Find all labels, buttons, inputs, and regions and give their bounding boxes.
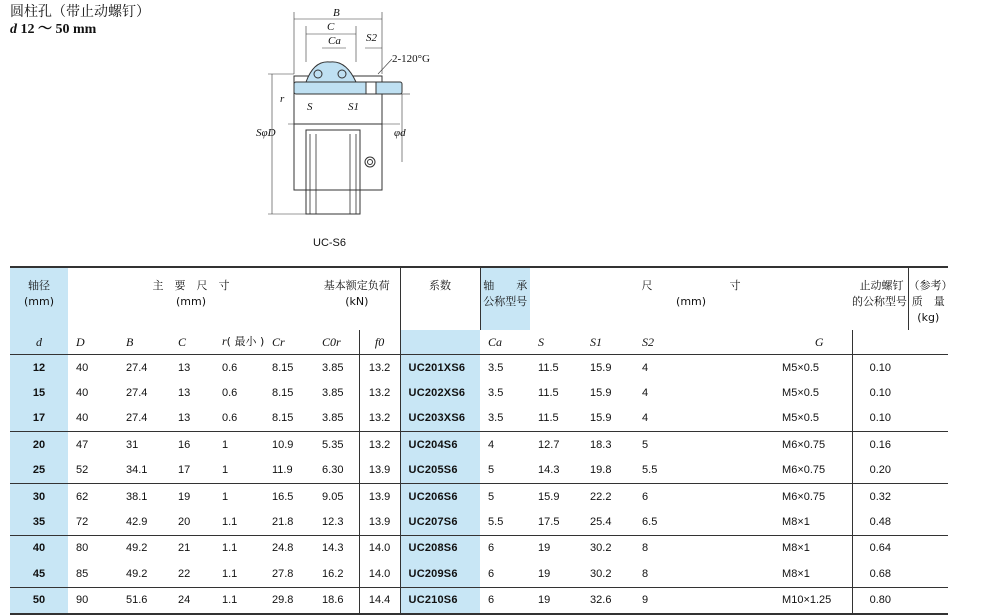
cell-dim-S: 11.5 bbox=[538, 412, 559, 425]
cell-width-B: 27.4 bbox=[126, 361, 148, 374]
table-row bbox=[10, 483, 948, 509]
table-row bbox=[10, 432, 948, 458]
cell-load-Cr: 11.9 bbox=[272, 464, 293, 477]
cell-width-C: 13 bbox=[178, 361, 191, 374]
cell-dim-S2: 4 bbox=[642, 361, 649, 374]
cell-dim-Ca: 3.5 bbox=[488, 361, 504, 374]
cell-dim-S1: 15.9 bbox=[590, 412, 612, 425]
sym-Ca: Ca bbox=[488, 334, 503, 349]
cell-dim-S: 12.7 bbox=[538, 438, 560, 451]
cell-radius-r: 1 bbox=[222, 464, 229, 477]
cell-dim-S1: 30.2 bbox=[590, 542, 612, 555]
sym-B: B bbox=[126, 334, 134, 349]
sym-D: D bbox=[76, 334, 85, 349]
table-row bbox=[10, 535, 948, 561]
cell-load-Cr: 8.15 bbox=[272, 361, 294, 374]
header-bore: 轴径 (mm) bbox=[10, 267, 68, 330]
cell-dim-S: 11.5 bbox=[538, 387, 559, 400]
cell-dim-S2: 5.5 bbox=[642, 464, 658, 477]
label-C: C bbox=[327, 21, 335, 33]
cell-dim-Ca: 4 bbox=[488, 438, 495, 451]
table-row bbox=[10, 458, 948, 484]
cell-bearing-model: UC207S6 bbox=[400, 509, 480, 535]
cell-load-Cr: 24.8 bbox=[272, 542, 294, 555]
cell-dim-S1: 15.9 bbox=[590, 361, 612, 374]
cell-width-B: 27.4 bbox=[126, 412, 148, 425]
cell-dim-Ca: 3.5 bbox=[488, 387, 504, 400]
cell-screw-G: M10×1.25 bbox=[782, 594, 832, 607]
sym-f0: f0 bbox=[359, 330, 400, 355]
cell-screw-G: M5×0.5 bbox=[782, 361, 820, 374]
label-S: S bbox=[307, 101, 313, 113]
cell-factor-f0: 13.2 bbox=[359, 380, 400, 405]
cell-bearing-model: UC205S6 bbox=[400, 458, 480, 484]
range-value: 12 ～ 50 mm bbox=[20, 22, 97, 37]
cell-load-C0r: 9.05 bbox=[322, 490, 344, 503]
cell-bearing-model: UC210S6 bbox=[400, 587, 480, 614]
cell-width-C: 24 bbox=[178, 594, 191, 607]
diagram-caption: UC-S6 bbox=[313, 237, 347, 249]
table-row bbox=[10, 406, 948, 432]
cell-outer-D: 90 bbox=[76, 594, 89, 607]
table-row bbox=[10, 587, 948, 614]
cell-mass: 0.64 bbox=[852, 535, 908, 561]
cell-factor-f0: 13.2 bbox=[359, 406, 400, 432]
cell-screw-G: M8×1 bbox=[782, 567, 810, 580]
cell-screw-G: M8×1 bbox=[782, 542, 810, 555]
size-range bbox=[10, 18, 96, 38]
cell-width-B: 38.1 bbox=[126, 490, 148, 503]
cell-load-C0r: 3.85 bbox=[322, 361, 344, 374]
cell-width-C: 13 bbox=[178, 387, 191, 400]
cell-dim-Ca: 5.5 bbox=[488, 516, 504, 529]
cell-radius-r: 0.6 bbox=[222, 387, 238, 400]
cell-bore-d: 17 bbox=[10, 406, 68, 432]
cell-outer-D: 47 bbox=[76, 438, 89, 451]
cell-factor-f0: 13.2 bbox=[359, 355, 400, 381]
symbol-row bbox=[10, 330, 948, 355]
cell-dim-Ca: 5 bbox=[488, 490, 495, 503]
cell-bearing-model: UC201XS6 bbox=[400, 355, 480, 381]
cell-radius-r: 1.1 bbox=[222, 594, 238, 607]
cell-screw-G: M6×0.75 bbox=[782, 464, 826, 477]
cell-dim-Ca: 6 bbox=[488, 594, 495, 607]
cell-dim-S2: 6 bbox=[642, 490, 649, 503]
cell-load-Cr: 8.15 bbox=[272, 412, 294, 425]
cell-width-C: 19 bbox=[178, 490, 191, 503]
cell-mass: 0.10 bbox=[852, 355, 908, 381]
cell-radius-r: 1.1 bbox=[222, 516, 238, 529]
cell-width-B: 42.9 bbox=[126, 516, 148, 529]
cell-bore-d: 25 bbox=[10, 458, 68, 484]
cell-load-C0r: 6.30 bbox=[322, 464, 344, 477]
cell-dim-Ca: 6 bbox=[488, 542, 495, 555]
cell-load-Cr: 29.8 bbox=[272, 594, 294, 607]
sym-C: C bbox=[178, 334, 187, 349]
label-S2: S2 bbox=[366, 32, 377, 44]
cell-load-C0r: 5.35 bbox=[322, 438, 344, 451]
cell-load-C0r: 3.85 bbox=[322, 387, 344, 400]
cell-load-C0r: 14.3 bbox=[322, 542, 344, 555]
sym-C0r: C0r bbox=[322, 334, 341, 349]
table-row bbox=[10, 509, 948, 535]
cell-dim-S1: 19.8 bbox=[590, 464, 612, 477]
cell-bore-d: 50 bbox=[10, 587, 68, 614]
cell-width-C: 17 bbox=[178, 464, 191, 477]
cell-bore-d: 35 bbox=[10, 509, 68, 535]
cell-width-C: 22 bbox=[178, 567, 191, 580]
cell-width-B: 27.4 bbox=[126, 387, 148, 400]
cell-dim-S1: 32.6 bbox=[590, 594, 612, 607]
cell-factor-f0: 14.0 bbox=[359, 535, 400, 561]
cell-bore-d: 40 bbox=[10, 535, 68, 561]
cell-load-C0r: 16.2 bbox=[322, 567, 344, 580]
cell-width-C: 16 bbox=[178, 438, 191, 451]
cell-bearing-model: UC206S6 bbox=[400, 483, 480, 509]
cell-mass: 0.10 bbox=[852, 406, 908, 432]
cell-radius-r: 0.6 bbox=[222, 361, 238, 374]
cell-outer-D: 72 bbox=[76, 516, 89, 529]
header-factor: 系数 bbox=[400, 267, 480, 330]
cell-mass: 0.20 bbox=[852, 458, 908, 484]
page-title: 圆柱孔（带止动螺钉） bbox=[10, 4, 150, 20]
cell-factor-f0: 13.9 bbox=[359, 483, 400, 509]
cell-dim-S2: 4 bbox=[642, 387, 649, 400]
label-S1: S1 bbox=[348, 101, 359, 113]
cell-dim-S: 19 bbox=[538, 542, 551, 555]
cell-bore-d: 15 bbox=[10, 380, 68, 405]
cell-mass: 0.48 bbox=[852, 509, 908, 535]
label-SD: SφD bbox=[256, 127, 276, 139]
cell-dim-S2: 4 bbox=[642, 412, 649, 425]
cell-bearing-model: UC208S6 bbox=[400, 535, 480, 561]
cell-bore-d: 45 bbox=[10, 561, 68, 587]
cell-load-C0r: 3.85 bbox=[322, 412, 344, 425]
cell-mass: 0.10 bbox=[852, 380, 908, 405]
cell-load-C0r: 12.3 bbox=[322, 516, 344, 529]
cell-screw-G: M8×1 bbox=[782, 516, 810, 529]
cell-bearing-model: UC203XS6 bbox=[400, 406, 480, 432]
cell-screw-G: M5×0.5 bbox=[782, 412, 820, 425]
cell-dim-Ca: 5 bbox=[488, 464, 495, 477]
sym-S: S bbox=[538, 334, 545, 349]
cell-load-Cr: 8.15 bbox=[272, 387, 294, 400]
sym-S1: S1 bbox=[590, 334, 603, 349]
cell-mass: 0.16 bbox=[852, 432, 908, 458]
header-main-dims: 主 要 尺 寸 (mm) bbox=[152, 279, 230, 308]
cell-dim-S2: 8 bbox=[642, 542, 649, 555]
sym-d: d bbox=[10, 330, 68, 355]
label-d: φd bbox=[394, 127, 406, 139]
cell-dim-S: 14.3 bbox=[538, 464, 560, 477]
cell-factor-f0: 14.0 bbox=[359, 561, 400, 587]
bearing-diagram bbox=[250, 4, 480, 226]
header-screw: 止动螺钉 的公称型号 bbox=[852, 279, 908, 308]
cell-radius-r: 1 bbox=[222, 438, 229, 451]
cell-outer-D: 80 bbox=[76, 542, 89, 555]
cell-mass: 0.32 bbox=[852, 483, 908, 509]
sym-mass-empty bbox=[852, 330, 908, 355]
header-dims: 尺 寸 (mm) bbox=[641, 279, 741, 308]
cell-dim-S1: 15.9 bbox=[590, 387, 612, 400]
header-mass: （参考） 质 量 (kg) bbox=[908, 267, 948, 330]
sym-Cr: Cr bbox=[272, 334, 285, 349]
cell-width-B: 31 bbox=[126, 438, 139, 451]
header-bearing: 轴 承 公称型号 bbox=[480, 267, 530, 330]
cell-dim-Ca: 6 bbox=[488, 567, 495, 580]
cell-radius-r: 1 bbox=[222, 490, 229, 503]
cell-width-B: 49.2 bbox=[126, 567, 148, 580]
cell-factor-f0: 14.4 bbox=[359, 587, 400, 614]
cell-mass: 0.68 bbox=[852, 561, 908, 587]
cell-outer-D: 40 bbox=[76, 361, 89, 374]
cell-factor-f0: 13.9 bbox=[359, 509, 400, 535]
cell-bearing-model: UC202XS6 bbox=[400, 380, 480, 405]
cell-load-Cr: 27.8 bbox=[272, 567, 294, 580]
cell-width-C: 13 bbox=[178, 412, 191, 425]
cell-dim-S1: 22.2 bbox=[590, 490, 612, 503]
cell-bore-d: 12 bbox=[10, 355, 68, 381]
cell-dim-S2: 5 bbox=[642, 438, 649, 451]
cell-dim-S2: 9 bbox=[642, 594, 649, 607]
cell-dim-S1: 30.2 bbox=[590, 567, 612, 580]
cell-outer-D: 40 bbox=[76, 387, 89, 400]
cell-width-C: 21 bbox=[178, 542, 191, 555]
table-row bbox=[10, 380, 948, 405]
header-load: 基本额定负荷 (kN) bbox=[323, 279, 390, 308]
table-row bbox=[10, 355, 948, 381]
cell-load-Cr: 10.9 bbox=[272, 438, 294, 451]
cell-dim-S: 15.9 bbox=[538, 490, 560, 503]
cell-outer-D: 52 bbox=[76, 464, 89, 477]
sym-r: r( 最小 ) bbox=[222, 334, 265, 348]
cell-screw-G: M6×0.75 bbox=[782, 490, 826, 503]
cell-bearing-model: UC209S6 bbox=[400, 561, 480, 587]
cell-width-C: 20 bbox=[178, 516, 191, 529]
cell-radius-r: 1.1 bbox=[222, 567, 238, 580]
cell-bore-d: 30 bbox=[10, 483, 68, 509]
cell-dim-S: 19 bbox=[538, 594, 551, 607]
cell-outer-D: 85 bbox=[76, 567, 89, 580]
cell-dim-S1: 25.4 bbox=[590, 516, 612, 529]
sym-G: G bbox=[814, 334, 824, 349]
cell-dim-S: 11.5 bbox=[538, 361, 559, 374]
cell-dim-Ca: 3.5 bbox=[488, 412, 504, 425]
cell-dim-S2: 8 bbox=[642, 567, 649, 580]
label-angle: 2-120°G bbox=[392, 53, 431, 65]
cell-width-B: 49.2 bbox=[126, 542, 148, 555]
cell-mass: 0.80 bbox=[852, 587, 908, 614]
cell-dim-S: 19 bbox=[538, 567, 551, 580]
spec-table bbox=[10, 266, 953, 615]
label-Ca: Ca bbox=[328, 35, 341, 47]
cell-radius-r: 0.6 bbox=[222, 412, 238, 425]
cell-outer-D: 62 bbox=[76, 490, 89, 503]
sym-bearing-empty bbox=[400, 330, 480, 355]
cell-factor-f0: 13.2 bbox=[359, 432, 400, 458]
cell-screw-G: M6×0.75 bbox=[782, 438, 826, 451]
label-r: r bbox=[280, 93, 285, 105]
cell-dim-S: 17.5 bbox=[538, 516, 560, 529]
cell-dim-S1: 18.3 bbox=[590, 438, 612, 451]
cell-dim-S2: 6.5 bbox=[642, 516, 658, 529]
cell-factor-f0: 13.9 bbox=[359, 458, 400, 484]
cell-bore-d: 20 bbox=[10, 432, 68, 458]
label-B: B bbox=[333, 7, 340, 19]
cell-bearing-model: UC204S6 bbox=[400, 432, 480, 458]
cell-load-C0r: 18.6 bbox=[322, 594, 344, 607]
cell-radius-r: 1.1 bbox=[222, 542, 238, 555]
cell-width-B: 51.6 bbox=[126, 594, 148, 607]
cell-width-B: 34.1 bbox=[126, 464, 148, 477]
cell-screw-G: M5×0.5 bbox=[782, 387, 820, 400]
cell-load-Cr: 21.8 bbox=[272, 516, 294, 529]
range-symbol: d bbox=[10, 22, 17, 37]
sym-S2: S2 bbox=[642, 334, 655, 349]
cell-outer-D: 40 bbox=[76, 412, 89, 425]
cell-load-Cr: 16.5 bbox=[272, 490, 294, 503]
header-row bbox=[10, 267, 948, 330]
table-row bbox=[10, 561, 948, 587]
